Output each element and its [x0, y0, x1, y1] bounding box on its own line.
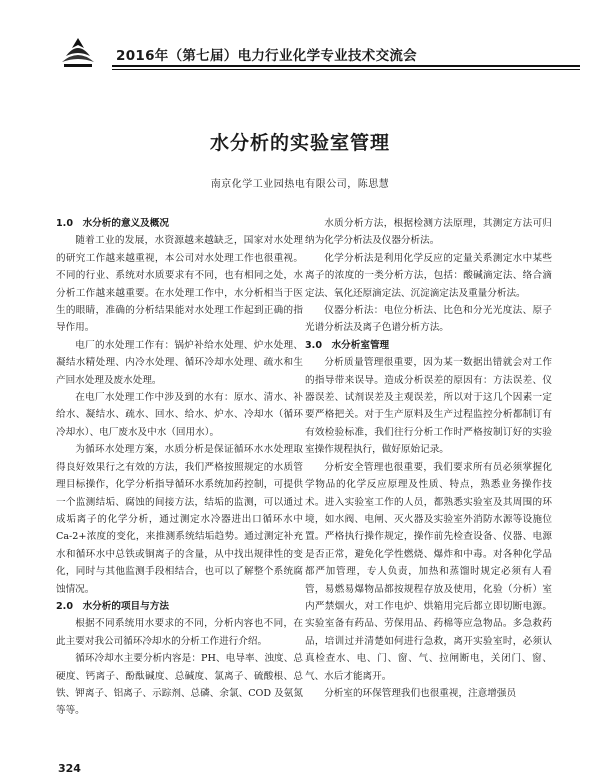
paragraph: 随着工业的发展，水资源越来越缺乏，国家对水处理的研究工作越来越重视，本公司对水处理工作也很重视。不同的行业、系统对水质要求有不同，也有相同之处，水分析工作越来越重要。在水处理工作中，水分析相当于医生的眼睛，准确的分析结果能对水处理工作起到正确的指导作用。: [56, 235, 303, 334]
section-heading-1: 1.0 水分析的意义及概况: [56, 218, 169, 229]
section-heading-3: 3.0 水分析室管理: [305, 339, 390, 351]
header-rule: [112, 65, 580, 67]
paragraph: 分析室的环保管理我们也很重视，注意增强员: [324, 687, 517, 699]
paragraph: 水质分析方法，根据检测方法原理，其测定方法可归纳为化学分析法及仪器分析法。: [305, 218, 552, 247]
paragraph: 为循环水处理方案，水质分析是保证循环水水处理取得良好效果行之有效的方法，我们严格按照规定的水质管理目标操作，化学分析指导循环水系统加药控制，可提供一个监测结垢、腐蚀的间接方法，结垢的监测，可以通过成垢离子的化学分析，通过测定水冷器进出口循环水中 Ca-2+浓度的变化，来推测系统结垢趋势。通过测定补充水和循环水中总铁或铜离子的含量，从中找出规律性的变化，同时与其他监测手段相结合，也可以了解整个系统腐蚀情况。: [56, 444, 303, 595]
left-column: [56, 215, 303, 720]
paragraph: 根据不同系统用水要求的不同，分析内容也不同，在此主要对我公司循环冷却水的分析工作进行介绍。: [56, 618, 303, 647]
article-author: 南京化学工业园热电有限公司，陈思慧: [210, 179, 390, 190]
paragraph: 在电厂水处理工作中涉及到的水有：原水、清水、补给水、凝结水、疏水、回水、给水、炉水、冷却水（循环冷却水）、电厂废水及中水（回用水）。: [56, 392, 303, 438]
article-title: 水分析的实验室管理: [209, 132, 390, 154]
conference-logo-icon: [58, 34, 98, 70]
paragraph: 化学分析法是利用化学反应的定量关系测定水中某些离子的浓度的一类分析方法，包括：酸碱滴定法、络合滴定法、氧化还原滴定法、沉淀滴定法及重量分析法。: [305, 252, 552, 299]
section-heading-2: 2.0 水分析的项目与方法: [56, 600, 169, 612]
paragraph: 分析安全管理也很重要，我们要求所有员必须掌握化学物品的化学反应原理及性质、特点，熟悉业务操作技术。进入实验室工作的人员，都熟悉实验室及其周围的环境，如水阀、电闸、灭火器及实验室外消防水源等设施位置。严格执行操作规定，操作前先检查设备、仪器、电源是否正常，避免化学性燃烧、爆炸和中毒。对各种化学品都严加管理，专人负责，加热和蒸馏时规定必须有人看管，易燃易爆物品都按规程存放及使用，化验（分析）室内严禁烟火，对工作电炉、烘箱用完后都立即切断电源。实验室备有药品、劳保用品、药棉等应急物品。多急救药品，培训过并清楚如何进行急救，离开实验室时，必须认真检查水、电、门、窗、气、拉闸断电，关闭门、窗、气、水后才能离开。: [305, 461, 552, 682]
paragraph: 循环冷却水主要分析内容是：PH、电导率、浊度、总硬度、钙离子、酚酞碱度、总碱度、氯离子、硫酸根、总铁、钾离子、铝离子、示踪剂、总磷、余氯、COD 及氨氮等等。: [56, 653, 303, 717]
header-rule-thin: [112, 69, 580, 70]
header-title: 2016年（第七届）电力行业化学专业技术交流会: [116, 48, 417, 64]
paragraph: 分析质量管理很重要，因为某一数据出错就会对工作的指导带来误导。造成分析误差的原因有：方法误差、仪器误差、试剂误差及主观误差，所以对于这几个因素一定要严格把关。对于生产原料及生产过程监控分析都制订有有效检验标准，我们往行分析工作时严格按制订好的实验室操作规程执行，做好原始记录。: [305, 357, 552, 456]
paragraph: 仪器分析法：电位分析法、比色和分光光度法、原子光谱分析法及离子色谱分析方法。: [305, 305, 552, 334]
right-column: [305, 215, 552, 702]
running-header: [58, 30, 578, 76]
page-number: 324: [58, 762, 81, 775]
paragraph: 电厂的水处理工作有：锅炉补给水处理、炉水处理、凝结水精处理、内冷水处理、循环冷却水处理、疏水和生产回水处理及废水处理。: [56, 339, 303, 386]
